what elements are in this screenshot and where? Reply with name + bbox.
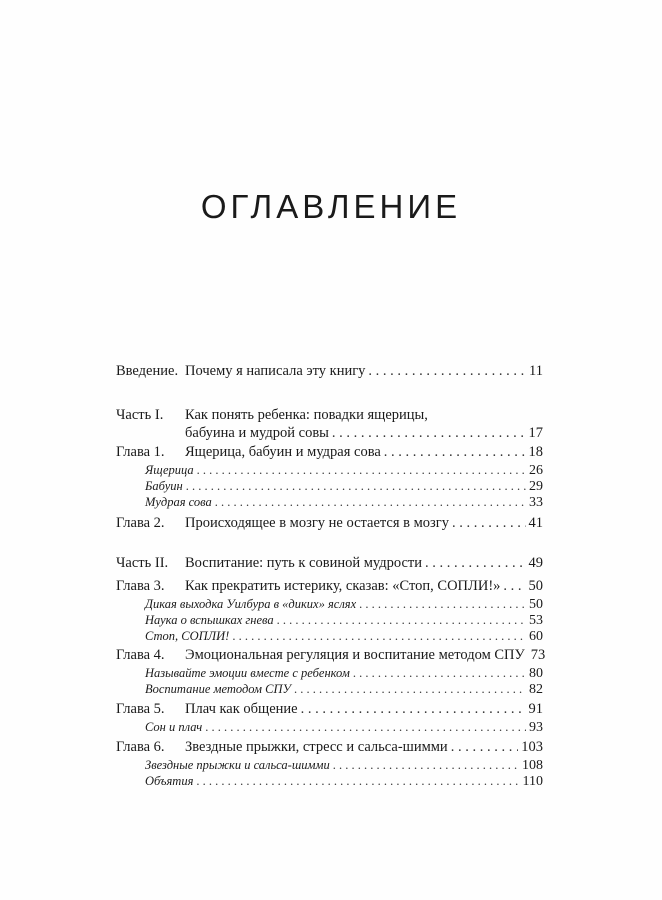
- toc-subentry[interactable]: [116, 718, 543, 737]
- toc-entry-ch6[interactable]: [116, 738, 543, 756]
- toc-entry-intro[interactable]: [116, 362, 543, 380]
- entry-title: Звездные прыжки и сальса-шимми: [145, 758, 330, 772]
- toc-entry-part2[interactable]: [116, 554, 543, 572]
- page-number: 26: [529, 463, 543, 478]
- dot-leader: [205, 718, 526, 736]
- entry-prefix: Часть II.: [116, 555, 169, 571]
- dot-leader: [425, 554, 525, 572]
- entry-prefix: Введение.: [116, 363, 179, 379]
- toc-subentry[interactable]: [116, 680, 543, 699]
- toc-entry-part1-line1[interactable]: [116, 406, 428, 424]
- entry-title: Объятия: [145, 774, 194, 788]
- page-number: 17: [528, 425, 543, 441]
- page-number: 33: [529, 495, 543, 510]
- dot-leader: [332, 424, 526, 442]
- entry-title: Эмоциональная регуляция и воспитание методом СПУ: [185, 647, 525, 663]
- page-number: 29: [529, 479, 543, 494]
- toc-entry-ch2[interactable]: [116, 514, 543, 532]
- page-number: 50: [528, 578, 543, 594]
- dot-leader: [294, 680, 526, 698]
- entry-title: Сон и плач: [145, 720, 203, 734]
- page-number: 93: [529, 720, 543, 735]
- entry-title: Ящерица, бабуин и мудрая сова: [185, 444, 381, 460]
- entry-title: Ящерица: [145, 463, 194, 477]
- dot-leader: [215, 493, 526, 511]
- page-number: 50: [529, 597, 543, 612]
- entry-title: Звездные прыжки, стресс и сальса-шимми: [185, 739, 448, 755]
- dot-leader: [451, 738, 519, 756]
- dot-leader: [503, 577, 525, 595]
- entry-prefix: Глава 3.: [116, 578, 165, 594]
- entry-title: Мудрая сова: [145, 495, 212, 509]
- entry-title: Плач как общение: [185, 701, 298, 717]
- page-number: 11: [529, 363, 543, 379]
- page-number: 73: [530, 647, 546, 663]
- toc-entry-part1[interactable]: [116, 424, 543, 442]
- page-number: 110: [522, 774, 543, 789]
- toc-entry-ch1[interactable]: [116, 443, 543, 461]
- entry-title-continued: бабуина и мудрой совы: [185, 425, 329, 441]
- entry-prefix: Глава 1.: [116, 444, 165, 460]
- entry-title: Бабуин: [145, 479, 183, 493]
- page-number: 108: [522, 758, 543, 773]
- entry-title: Воспитание методом СПУ: [145, 682, 291, 696]
- page-number: 18: [528, 444, 543, 460]
- page-number: 41: [528, 515, 543, 531]
- entry-prefix: Глава 4.: [116, 647, 165, 663]
- entry-title: Стоп, СОПЛИ!: [145, 629, 230, 643]
- entry-title: Почему я написала эту книгу: [185, 363, 366, 379]
- toc-entry-ch3[interactable]: [116, 577, 543, 595]
- toc-subentry[interactable]: [116, 772, 543, 791]
- page-number: 80: [529, 666, 543, 681]
- entry-title: Как понять ребенка: повадки ящерицы,: [185, 407, 428, 423]
- entry-title: Называйте эмоции вместе с ребенком: [145, 666, 350, 680]
- page-number: 53: [529, 613, 543, 628]
- toc-subentry[interactable]: [116, 493, 543, 512]
- toc-entry-ch5[interactable]: [116, 700, 543, 718]
- entry-title: Воспитание: путь к совиной мудрости: [185, 555, 423, 571]
- dot-leader: [196, 772, 519, 790]
- entry-prefix: Глава 6.: [116, 739, 165, 755]
- entry-title: Как прекратить истерику, сказав: «Стоп, СОПЛИ!»: [185, 578, 501, 594]
- entry-title: Наука о вспышках гнева: [145, 613, 274, 627]
- toc-subentry[interactable]: [116, 627, 543, 646]
- entry-prefix: Часть I.: [116, 407, 164, 423]
- dot-leader: [452, 514, 526, 532]
- dot-leader: [368, 362, 526, 380]
- dot-leader: [384, 443, 526, 461]
- page-number: 60: [529, 629, 543, 644]
- entry-title: Происходящее в мозгу не остается в мозгу: [185, 515, 449, 531]
- page-title: ОГЛАВЛЕНИЕ: [200, 188, 462, 225]
- page-number: 49: [528, 555, 543, 571]
- page-number: 91: [528, 701, 543, 717]
- page-number: 82: [529, 682, 543, 697]
- dot-leader: [232, 627, 526, 645]
- dot-leader: [301, 700, 526, 718]
- toc-entry-ch4[interactable]: [116, 646, 546, 664]
- page-number: 103: [521, 739, 543, 755]
- entry-title: Дикая выходка Уилбура в «диких» яслях: [145, 597, 357, 611]
- entry-prefix: Глава 5.: [116, 701, 165, 717]
- entry-prefix: Глава 2.: [116, 515, 165, 531]
